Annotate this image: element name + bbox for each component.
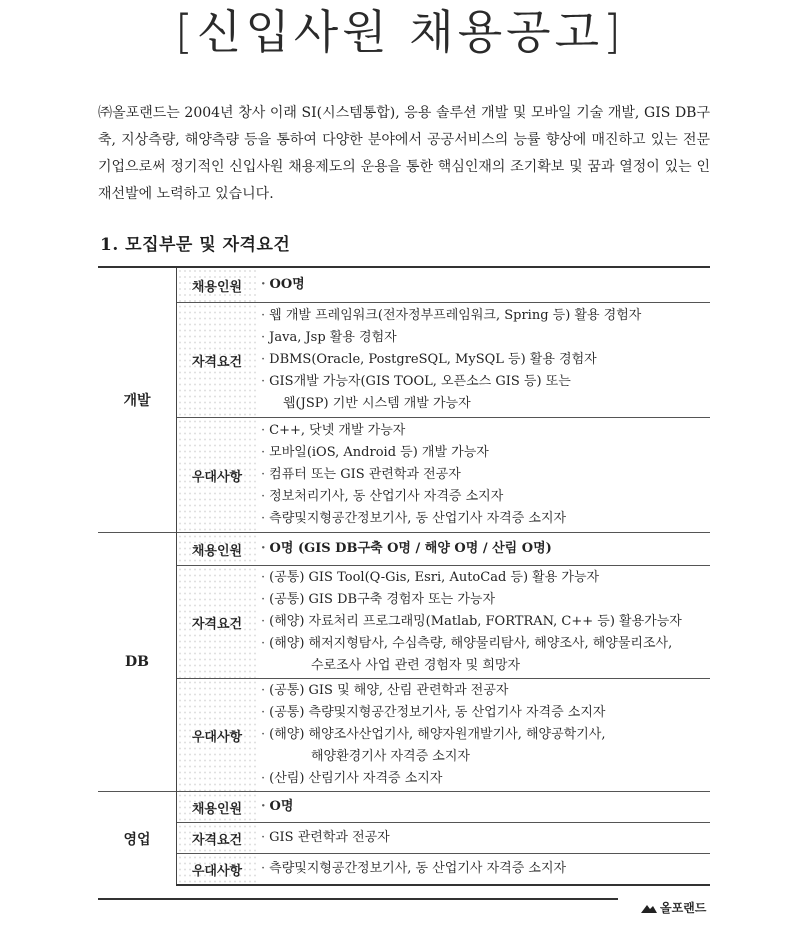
- sales-hire: [257, 792, 710, 823]
- list-item: 수로조사 사업 관련 경험자 및 희망자: [311, 658, 521, 673]
- label-qual: 자격요건: [177, 566, 258, 679]
- db-hire-value: O명 (GIS DB구축 O명 / 해양 O명 / 산림 O명): [269, 541, 552, 556]
- bullet: ·: [261, 352, 266, 367]
- list-item: C++, 닷넷 개발 가능자: [269, 423, 406, 438]
- list-item: (산림) 산림기사 자격증 소지자: [269, 771, 443, 786]
- dev-qual: [257, 303, 710, 418]
- list-item: (공통) GIS 및 해양, 산림 관련학과 전공자: [269, 683, 509, 698]
- bullet: ·: [261, 423, 266, 438]
- bullet: ·: [261, 489, 266, 504]
- bullet: ·: [261, 374, 266, 389]
- bullet: ·: [261, 614, 266, 629]
- bullet: ·: [261, 277, 266, 292]
- list-item: GIS개발 가능자(GIS TOOL, 오픈소스 GIS 등) 또는: [269, 374, 571, 389]
- list-item: 웹(JSP) 기반 시스템 개발 가능자: [283, 396, 471, 411]
- list-item: 해양환경기사 자격증 소지자: [311, 749, 470, 764]
- dev-hire: [257, 267, 710, 303]
- label-hire: 채용인원: [177, 792, 258, 823]
- sales-pref: [257, 854, 710, 886]
- label-qual: 자격요건: [177, 303, 258, 418]
- sales-qual: [257, 823, 710, 854]
- table-row: [98, 303, 710, 418]
- db-pref: [257, 679, 710, 792]
- list-item: (해양) 해양조사산업기사, 해양자원개발기사, 해양공학기사,: [269, 727, 606, 742]
- bullet: ·: [261, 705, 266, 720]
- bullet: ·: [261, 683, 266, 698]
- logo-text: 올포랜드: [660, 901, 707, 915]
- list-item: DBMS(Oracle, PostgreSQL, MySQL 등) 활용 경험자: [269, 352, 597, 367]
- bullet: ·: [261, 727, 266, 742]
- dev-pref: [257, 418, 710, 533]
- list-item: Java, Jsp 활용 경험자: [269, 330, 397, 345]
- bullet: ·: [261, 445, 266, 460]
- list-item: 모바일(iOS, Android 등) 개발 가능자: [269, 445, 489, 460]
- label-pref: 우대사항: [177, 679, 258, 792]
- label-pref: 우대사항: [177, 854, 258, 886]
- table-row: [98, 267, 710, 303]
- bullet: ·: [261, 570, 266, 585]
- table-row: [98, 679, 710, 792]
- bullet: ·: [261, 771, 266, 786]
- table-row: [98, 566, 710, 679]
- bullet: ·: [261, 636, 266, 651]
- bullet: ·: [261, 330, 266, 345]
- dept-sales: 영업: [98, 792, 177, 886]
- intro-paragraph: ㈜올포랜드는 2004년 창사 이래 SI(시스템통합), 응용 솔루션 개발 및 모바일 기술 개발, GIS DB구축, 지상측량, 해양측량 등을 통하여 다양한 분야에서 공공서비스의 능률 향상에 매진하고 있는 전문기업으로써 정기적인 신입사원 채용제도의 운용을 통한 핵심인재의 조기확보 및 꿈과 열정이 있는 인재선발에 노력하고 있습니다.: [98, 105, 710, 202]
- table-row: [98, 823, 710, 854]
- dept-dev: 개발: [98, 267, 177, 533]
- page-title: [신입사원 채용공고]: [174, 5, 625, 59]
- company-logo: [640, 899, 706, 916]
- bullet: ·: [261, 541, 266, 556]
- table-row: [98, 533, 710, 566]
- list-item: (공통) GIS DB구축 경험자 또는 가능자: [269, 592, 496, 607]
- list-item: 컴퓨터 또는 GIS 관련학과 전공자: [269, 467, 461, 482]
- db-hire: [257, 533, 710, 566]
- bullet: ·: [261, 467, 266, 482]
- list-item: 측량및지형공간정보기사, 동 산업기사 자격증 소지자: [269, 861, 567, 876]
- bottom-rule: [98, 898, 618, 900]
- list-item: (해양) 자료처리 프로그래밍(Matlab, FORTRAN, C++ 등) 활용가능자: [269, 614, 682, 629]
- bullet: ·: [261, 308, 266, 323]
- bullet: ·: [261, 592, 266, 607]
- table-row: [98, 418, 710, 533]
- requirements-table: [98, 266, 710, 886]
- list-item: GIS 관련학과 전공자: [269, 830, 390, 845]
- bullet: ·: [261, 511, 266, 526]
- label-pref: 우대사항: [177, 418, 258, 533]
- list-item: 측량및지형공간정보기사, 동 산업기사 자격증 소지자: [269, 511, 567, 526]
- list-item: (공통) 측량및지형공간정보기사, 동 산업기사 자격증 소지자: [269, 705, 606, 720]
- db-qual: [257, 566, 710, 679]
- bullet: ·: [261, 861, 266, 876]
- logo-mark-icon: [640, 903, 658, 915]
- label-hire: 채용인원: [177, 533, 258, 566]
- list-item: 웹 개발 프레임워크(전자정부프레임워크, Spring 등) 활용 경험자: [269, 308, 642, 323]
- bullet: ·: [261, 799, 266, 814]
- list-item: 정보처리기사, 동 산업기사 자격증 소지자: [269, 489, 504, 504]
- bullet: ·: [261, 830, 266, 845]
- sales-hire-value: O명: [269, 799, 294, 814]
- label-qual: 자격요건: [177, 823, 258, 854]
- list-item: (공통) GIS Tool(Q-Gis, Esri, AutoCad 등) 활용 가능자: [269, 570, 600, 585]
- section-title: 1. 모집부문 및 자격요건: [100, 235, 291, 255]
- dept-db: DB: [98, 533, 177, 792]
- dev-hire-value: OO명: [269, 277, 305, 292]
- table-row: [98, 854, 710, 886]
- table-row: [98, 792, 710, 823]
- list-item: (해양) 해저지형탐사, 수심측량, 해양물리탐사, 해양조사, 해양물리조사,: [269, 636, 673, 651]
- label-hire: 채용인원: [177, 267, 258, 303]
